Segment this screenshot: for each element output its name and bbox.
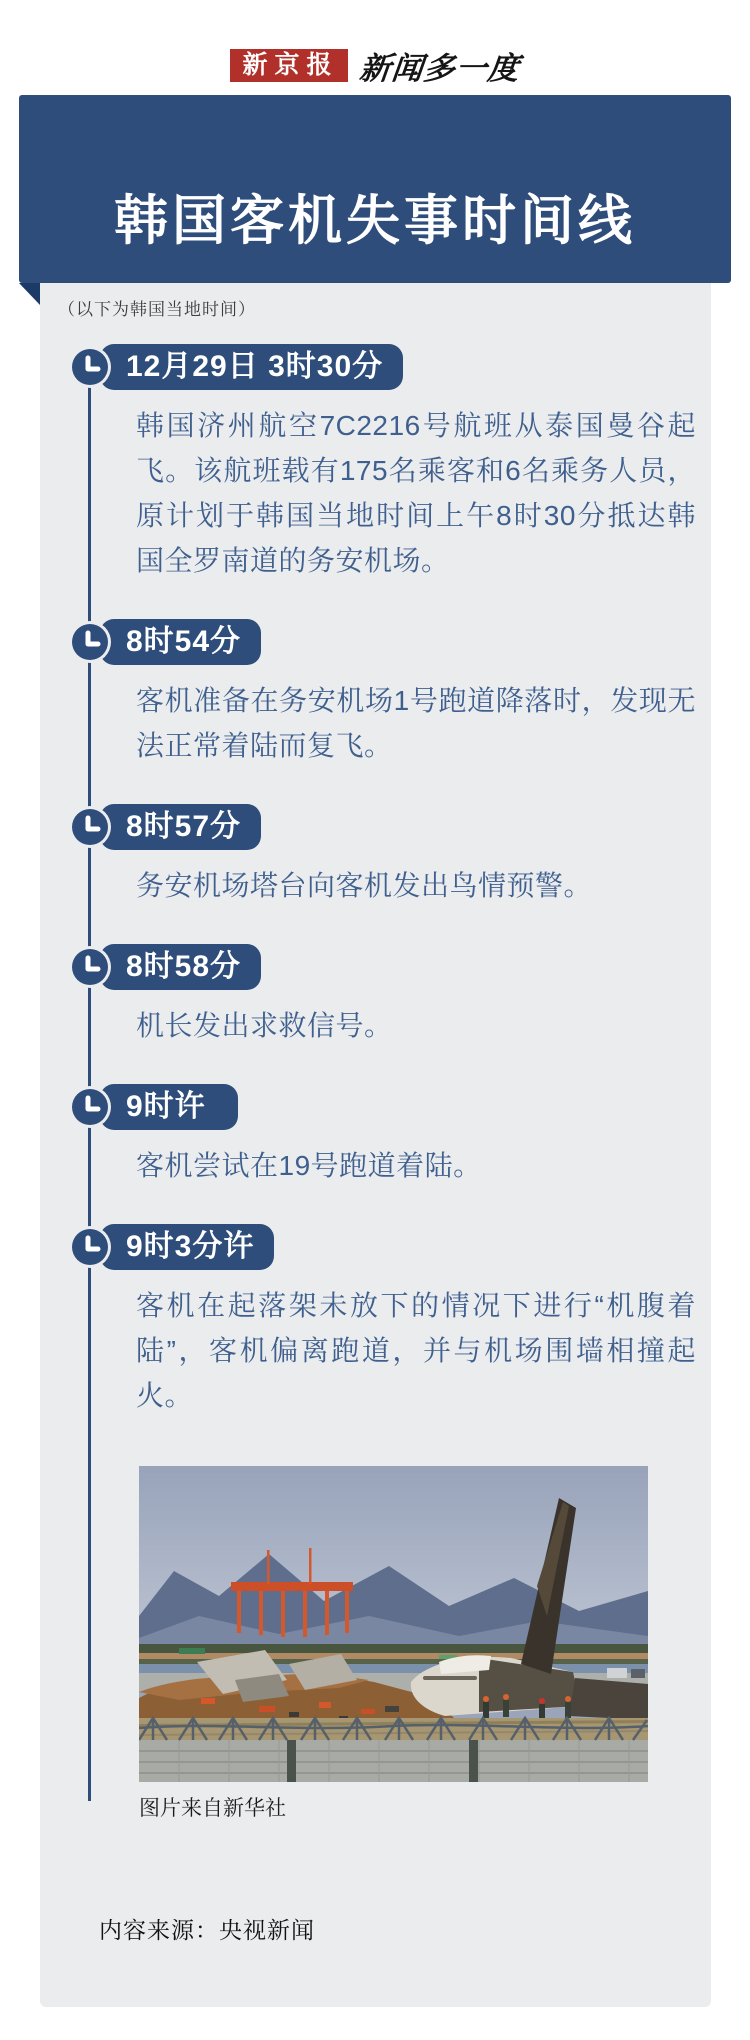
time-badge: 9时许 — [100, 1084, 238, 1130]
time-badge: 9时3分许 — [100, 1224, 274, 1270]
timeline-entry-header — [72, 804, 711, 850]
timeline-entry — [72, 944, 711, 1048]
entry-text: 客机准备在务安机场1号跑道降落时，发现无法正常着陆而复飞。 — [136, 685, 696, 761]
timeline-entry — [72, 1084, 711, 1188]
xinjingbao-logo: 新京报 — [230, 49, 347, 82]
time-badge: 8时58分 — [100, 944, 261, 990]
entry-text: 韩国济州航空7C2216号航班从泰国曼谷起飞。该航班载有175名乘客和6名乘务人员，原计划于韩国当地时间上午8时30分抵达韩国全罗南道的务安机场。 — [136, 410, 696, 576]
clock-icon — [72, 1229, 108, 1265]
entry-text: 客机在起落架未放下的情况下进行“机腹着陆”，客机偏离跑道，并与机场围墙相撞起火。 — [136, 1290, 696, 1411]
content-source: 内容来源：央视新闻 — [99, 1917, 315, 1943]
timeline-entry-header — [72, 1084, 711, 1130]
time-badge: 8时54分 — [100, 619, 261, 665]
timeline-entry — [72, 804, 711, 908]
crash-scene-photo — [139, 1466, 648, 1782]
timeline-entry-header — [72, 344, 711, 390]
photo-caption: 图片来自新华社 — [139, 1797, 286, 1820]
timeline-entry — [72, 619, 711, 768]
timeline-entry-header — [72, 619, 711, 665]
page-title: 韩国客机失事时间线 — [114, 191, 636, 251]
photo-figure — [139, 1466, 711, 1822]
clock-icon — [72, 1089, 108, 1125]
timeline-entry — [72, 1224, 711, 1418]
clock-icon — [72, 624, 108, 660]
timeline — [40, 344, 711, 1418]
masthead — [0, 42, 750, 88]
news-tagline: 新闻多一度 — [357, 50, 522, 86]
entry-text: 务安机场塔台向客机发出鸟情预警。 — [136, 870, 593, 901]
time-badge: 8时57分 — [100, 804, 261, 850]
title-banner — [19, 95, 731, 283]
time-badge: 12月29日 3时30分 — [100, 344, 403, 390]
timezone-note: （以下为韩国当地时间） — [58, 300, 256, 319]
banner-fold-corner — [19, 283, 40, 305]
entry-text: 机长发出求救信号。 — [136, 1010, 393, 1041]
timeline-entry — [72, 344, 711, 583]
content-panel — [40, 283, 711, 2007]
clock-icon — [72, 349, 108, 385]
entry-text: 客机尝试在19号跑道着陆。 — [136, 1150, 482, 1181]
timeline-entry-header — [72, 1224, 711, 1270]
clock-icon — [72, 809, 108, 845]
clock-icon — [72, 949, 108, 985]
timeline-entry-header — [72, 944, 711, 990]
